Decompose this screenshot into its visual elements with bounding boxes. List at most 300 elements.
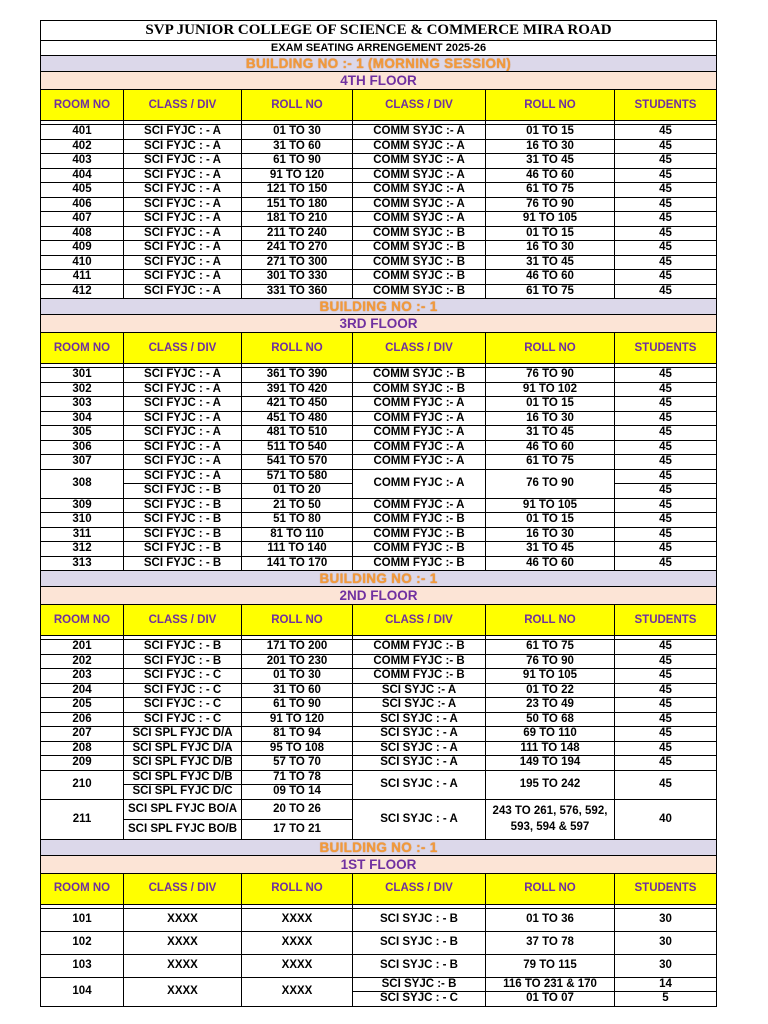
room-no: 209 [41,756,124,771]
room-no: 406 [41,197,124,212]
building-label: BUILDING NO :- 1 [41,299,717,315]
roll-no-1: 201 TO 230 [242,654,353,669]
class-div-1: XXXX [124,908,242,931]
class-div-1: SCI FYJC : - A [124,411,242,426]
roll-no-2: 91 TO 105 [486,212,615,227]
table-row [41,270,717,285]
roll-no-2: 79 TO 115 [486,954,615,977]
header-class-div-2: CLASS / DIV [353,605,486,636]
room-no: 302 [41,382,124,397]
student-count: 45 [615,455,717,470]
roll-no-1: 141 TO 170 [242,556,353,571]
student-count: 45 [615,125,717,140]
class-div-2: SCI SYJC : - C [353,992,486,1007]
student-count: 45 [615,741,717,756]
student-count: 45 [615,397,717,412]
class-div-1: SCI FYJC : - A [124,284,242,299]
table-row [41,284,717,299]
class-div-1: SCI FYJC : - B [124,513,242,528]
table-row [41,727,717,742]
room-no: 203 [41,669,124,684]
roll-no-2: 50 TO 68 [486,712,615,727]
student-count: 45 [615,139,717,154]
building-row [41,56,717,72]
roll-no-2: 01 TO 15 [486,513,615,528]
floor-row [41,587,717,605]
roll-no-1: 71 TO 78 [242,770,353,785]
class-div-2: COMM FYJC :- B [353,654,486,669]
roll-no-1: 451 TO 480 [242,411,353,426]
class-div-1: SCI FYJC : - A [124,226,242,241]
class-div-1: XXXX [124,931,242,954]
class-div-1: SCI SPL FYJC BO/B [124,819,242,839]
class-div-2: COMM SYJC :- A [353,197,486,212]
building-row [41,571,717,587]
room-no: 206 [41,712,124,727]
room-no: 410 [41,255,124,270]
table-row [41,513,717,528]
table-row [41,197,717,212]
student-count: 45 [615,527,717,542]
class-div-2: SCI SYJC :- B [353,977,486,992]
class-div-1: SCI FYJC : - A [124,455,242,470]
table-row [41,440,717,455]
roll-no-2: 91 TO 105 [486,669,615,684]
building-row [41,299,717,315]
class-div-2: COMM FYJC :- B [353,640,486,655]
class-div-1: SCI FYJC : - C [124,712,242,727]
room-no: 102 [41,931,124,954]
class-div-2: COMM FYJC :- A [353,411,486,426]
room-no: 201 [41,640,124,655]
class-div-1: SCI SPL FYJC D/C [124,785,242,800]
class-div-1: SCI FYJC : - B [124,527,242,542]
class-div-2: COMM SYJC :- B [353,226,486,241]
room-no: 207 [41,727,124,742]
room-no: 308 [41,469,124,498]
exam-subtitle: EXAM SEATING ARRENGEMENT 2025-26 [41,41,717,56]
class-div-2: SCI SYJC :- A [353,683,486,698]
room-no: 310 [41,513,124,528]
roll-no-1: 241 TO 270 [242,241,353,256]
table-row [41,255,717,270]
student-count: 45 [615,426,717,441]
roll-no-2: 46 TO 60 [486,440,615,455]
class-div-2: COMM SYJC :- B [353,368,486,383]
floor-label: 3RD FLOOR [41,315,717,333]
student-count: 45 [615,669,717,684]
roll-no-2: 31 TO 45 [486,154,615,169]
room-no: 208 [41,741,124,756]
room-no: 306 [41,440,124,455]
header-class-div-2: CLASS / DIV [353,333,486,364]
class-div-1: SCI FYJC : - A [124,212,242,227]
roll-no-2: 69 TO 110 [486,727,615,742]
table-row [41,977,717,992]
class-div-2: COMM SYJC :- A [353,212,486,227]
class-div-1: SCI FYJC : - B [124,640,242,655]
roll-no-1: 211 TO 240 [242,226,353,241]
table-row [41,139,717,154]
header-students: STUDENTS [615,90,717,121]
class-div-1: SCI FYJC : - A [124,469,242,484]
roll-no-2: 111 TO 148 [486,741,615,756]
header-room-no: ROOM NO [41,333,124,364]
room-no: 411 [41,270,124,285]
roll-no-1: 361 TO 390 [242,368,353,383]
table-row [41,183,717,198]
header-room-no: ROOM NO [41,873,124,904]
building-label: BUILDING NO :- 1 [41,839,717,855]
roll-no-1: 01 TO 20 [242,484,353,499]
class-div-1: SCI FYJC : - C [124,698,242,713]
student-count: 45 [615,284,717,299]
class-div-2: COMM SYJC :- A [353,125,486,140]
room-no: 205 [41,698,124,713]
class-div-1: SCI SPL FYJC D/A [124,741,242,756]
table-row [41,382,717,397]
roll-no-2: 61 TO 75 [486,640,615,655]
room-no: 401 [41,125,124,140]
class-div-2: COMM FYJC :- A [353,426,486,441]
roll-no-1: 61 TO 90 [242,698,353,713]
table-row [41,498,717,513]
table-row [41,411,717,426]
roll-no-2: 61 TO 75 [486,455,615,470]
class-div-2: COMM SYJC :- B [353,270,486,285]
header-roll-no-2: ROLL NO [486,90,615,121]
table-row [41,799,717,819]
student-count: 45 [615,197,717,212]
roll-no-1: 51 TO 80 [242,513,353,528]
class-div-2: COMM SYJC :- A [353,139,486,154]
header-class-div-2: CLASS / DIV [353,90,486,121]
roll-no-2: 76 TO 90 [486,654,615,669]
student-count: 45 [615,440,717,455]
header-roll-no-1: ROLL NO [242,873,353,904]
roll-no-1: XXXX [242,954,353,977]
student-count: 45 [615,212,717,227]
class-div-1: SCI FYJC : - A [124,168,242,183]
student-count: 45 [615,382,717,397]
student-count: 45 [615,183,717,198]
class-div-2: SCI SYJC : - A [353,727,486,742]
roll-no-1: 01 TO 30 [242,125,353,140]
table-row [41,241,717,256]
class-div-1: SCI FYJC : - B [124,654,242,669]
roll-no-2: 01 TO 15 [486,125,615,140]
table-row [41,125,717,140]
class-div-1: SCI FYJC : - B [124,542,242,557]
student-count: 45 [615,698,717,713]
table-row [41,954,717,977]
class-div-1: SCI SPL FYJC D/A [124,727,242,742]
seating-table [40,20,717,1007]
roll-no-2: 61 TO 75 [486,284,615,299]
roll-no-1: 57 TO 70 [242,756,353,771]
table-row [41,669,717,684]
roll-no-2: 01 TO 07 [486,992,615,1007]
roll-no-1: XXXX [242,977,353,1006]
class-div-2: COMM FYJC :- A [353,440,486,455]
roll-no-2: 16 TO 30 [486,139,615,154]
student-count: 45 [615,727,717,742]
header-roll-no-1: ROLL NO [242,90,353,121]
column-header-row [41,873,717,904]
class-div-1: SCI FYJC : - A [124,241,242,256]
student-count: 45 [615,469,717,484]
header-roll-no-2: ROLL NO [486,605,615,636]
floor-row [41,72,717,90]
college-title: SVP JUNIOR COLLEGE OF SCIENCE & COMMERCE MIRA ROAD [41,21,717,41]
class-div-2: COMM SYJC :- A [353,183,486,198]
roll-no-2: 31 TO 45 [486,542,615,557]
class-div-1: SCI SPL FYJC D/B [124,770,242,785]
roll-no-1: 151 TO 180 [242,197,353,212]
class-div-2: COMM FYJC :- A [353,455,486,470]
header-students: STUDENTS [615,333,717,364]
class-div-2: SCI SYJC : - B [353,931,486,954]
roll-no-1: XXXX [242,908,353,931]
class-div-1: SCI FYJC : - B [124,556,242,571]
class-div-1: SCI FYJC : - A [124,255,242,270]
roll-no-1: 95 TO 108 [242,741,353,756]
header-roll-no-2: ROLL NO [486,873,615,904]
header-roll-no-1: ROLL NO [242,333,353,364]
class-div-2: SCI SYJC : - A [353,770,486,799]
roll-no-1: 61 TO 90 [242,154,353,169]
class-div-2: COMM FYJC :- B [353,542,486,557]
student-count: 45 [615,654,717,669]
roll-no-1: 181 TO 210 [242,212,353,227]
room-no: 403 [41,154,124,169]
class-div-1: SCI FYJC : - A [124,197,242,212]
roll-no-1: 31 TO 60 [242,683,353,698]
class-div-2: COMM SYJC :- B [353,382,486,397]
roll-no-1: 391 TO 420 [242,382,353,397]
roll-no-1: 331 TO 360 [242,284,353,299]
student-count: 45 [615,226,717,241]
roll-no-1: 121 TO 150 [242,183,353,198]
roll-no-2: 116 TO 231 & 170 [486,977,615,992]
header-room-no: ROOM NO [41,90,124,121]
roll-no-2: 16 TO 30 [486,241,615,256]
class-div-1: SCI FYJC : - A [124,397,242,412]
class-div-2: SCI SYJC : - B [353,954,486,977]
roll-no-1: 21 TO 50 [242,498,353,513]
floor-label: 2ND FLOOR [41,587,717,605]
class-div-2: COMM FYJC :- A [353,397,486,412]
table-row [41,527,717,542]
header-roll-no-2: ROLL NO [486,333,615,364]
roll-no-2: 76 TO 90 [486,197,615,212]
table-row [41,640,717,655]
table-row [41,908,717,931]
student-count: 45 [615,270,717,285]
roll-no-1: 171 TO 200 [242,640,353,655]
column-header-row [41,605,717,636]
room-no: 405 [41,183,124,198]
header-students: STUDENTS [615,873,717,904]
student-count: 45 [615,513,717,528]
room-no: 408 [41,226,124,241]
room-no: 204 [41,683,124,698]
roll-no-2: 46 TO 60 [486,556,615,571]
roll-no-2: 01 TO 15 [486,397,615,412]
class-div-2: SCI SYJC : - B [353,908,486,931]
roll-no-1: 81 TO 110 [242,527,353,542]
column-header-row [41,333,717,364]
room-no: 309 [41,498,124,513]
class-div-1: SCI FYJC : - C [124,683,242,698]
table-row [41,698,717,713]
class-div-1: XXXX [124,954,242,977]
roll-no-2: 91 TO 102 [486,382,615,397]
roll-no-2: 149 TO 194 [486,756,615,771]
table-row [41,469,717,484]
roll-no-2: 61 TO 75 [486,183,615,198]
class-div-1: SCI SPL FYJC BO/A [124,799,242,819]
floor-row [41,315,717,333]
roll-no-2: 37 TO 78 [486,931,615,954]
roll-no-1: 111 TO 140 [242,542,353,557]
header-class-div-1: CLASS / DIV [124,90,242,121]
roll-no-2: 91 TO 105 [486,498,615,513]
roll-no-1: 01 TO 30 [242,669,353,684]
roll-no-1: 20 TO 26 [242,799,353,819]
room-no: 412 [41,284,124,299]
class-div-2: COMM FYJC :- B [353,527,486,542]
title-row [41,21,717,41]
column-header-row [41,90,717,121]
roll-no-2: 76 TO 90 [486,469,615,498]
roll-no-1: 481 TO 510 [242,426,353,441]
table-row [41,770,717,785]
room-no: 211 [41,799,124,839]
room-no: 301 [41,368,124,383]
roll-no-1: 271 TO 300 [242,255,353,270]
roll-no-2: 76 TO 90 [486,368,615,383]
roll-no-1: 421 TO 450 [242,397,353,412]
class-div-2: COMM FYJC :- B [353,556,486,571]
class-div-2: COMM FYJC :- A [353,469,486,498]
header-class-div-1: CLASS / DIV [124,605,242,636]
room-no: 304 [41,411,124,426]
room-no: 402 [41,139,124,154]
class-div-1: SCI FYJC : - A [124,125,242,140]
header-class-div-2: CLASS / DIV [353,873,486,904]
class-div-2: SCI SYJC : - A [353,712,486,727]
header-students: STUDENTS [615,605,717,636]
student-count: 5 [615,992,717,1007]
student-count: 30 [615,908,717,931]
class-div-1: XXXX [124,977,242,1006]
building-label: BUILDING NO :- 1 [41,571,717,587]
table-row [41,154,717,169]
roll-no-2: 16 TO 30 [486,527,615,542]
table-row [41,756,717,771]
roll-no-1: 91 TO 120 [242,712,353,727]
class-div-2: SCI SYJC : - A [353,756,486,771]
student-count: 45 [615,556,717,571]
room-no: 312 [41,542,124,557]
student-count: 45 [615,640,717,655]
roll-no-2: 46 TO 60 [486,270,615,285]
class-div-1: SCI FYJC : - B [124,498,242,513]
class-div-1: SCI FYJC : - A [124,382,242,397]
class-div-2: COMM FYJC :- B [353,513,486,528]
roll-no-2: 195 TO 242 [486,770,615,799]
student-count: 45 [615,255,717,270]
header-class-div-1: CLASS / DIV [124,873,242,904]
class-div-1: SCI FYJC : - A [124,183,242,198]
roll-no-1: 571 TO 580 [242,469,353,484]
student-count: 45 [615,756,717,771]
student-count: 45 [615,683,717,698]
student-count: 45 [615,241,717,256]
roll-no-2: 16 TO 30 [486,411,615,426]
student-count: 30 [615,931,717,954]
table-row [41,712,717,727]
roll-no-1: 511 TO 540 [242,440,353,455]
table-row [41,556,717,571]
roll-no-2: 23 TO 49 [486,698,615,713]
class-div-2: COMM FYJC :- B [353,669,486,684]
room-no: 104 [41,977,124,1006]
table-row [41,426,717,441]
class-div-1: SCI FYJC : - B [124,484,242,499]
room-no: 202 [41,654,124,669]
room-no: 409 [41,241,124,256]
table-row [41,168,717,183]
student-count: 45 [615,168,717,183]
header-room-no: ROOM NO [41,605,124,636]
room-no: 313 [41,556,124,571]
table-row [41,212,717,227]
roll-no-1: 541 TO 570 [242,455,353,470]
class-div-2: COMM FYJC :- A [353,498,486,513]
class-div-2: SCI SYJC : - A [353,741,486,756]
class-div-1: SCI FYJC : - A [124,154,242,169]
class-div-1: SCI FYJC : - A [124,368,242,383]
table-row [41,683,717,698]
class-div-1: SCI FYJC : - A [124,139,242,154]
table-row [41,455,717,470]
table-row [41,542,717,557]
table-row [41,741,717,756]
table-row [41,397,717,412]
room-no: 311 [41,527,124,542]
student-count: 45 [615,484,717,499]
roll-no-1: 81 TO 94 [242,727,353,742]
building-label: BUILDING NO :- 1 (MORNING SESSION) [41,56,717,72]
roll-no-1: 31 TO 60 [242,139,353,154]
room-no: 404 [41,168,124,183]
class-div-2: SCI SYJC : - A [353,799,486,839]
class-div-2: COMM SYJC :- A [353,154,486,169]
student-count: 45 [615,411,717,426]
floor-label: 1ST FLOOR [41,855,717,873]
student-count: 45 [615,498,717,513]
roll-no-2: 01 TO 36 [486,908,615,931]
roll-no-1: XXXX [242,931,353,954]
class-div-2: COMM SYJC :- B [353,255,486,270]
room-no: 103 [41,954,124,977]
class-div-1: SCI FYJC : - A [124,440,242,455]
roll-no-2: 31 TO 45 [486,255,615,270]
roll-no-1: 91 TO 120 [242,168,353,183]
student-count: 30 [615,954,717,977]
